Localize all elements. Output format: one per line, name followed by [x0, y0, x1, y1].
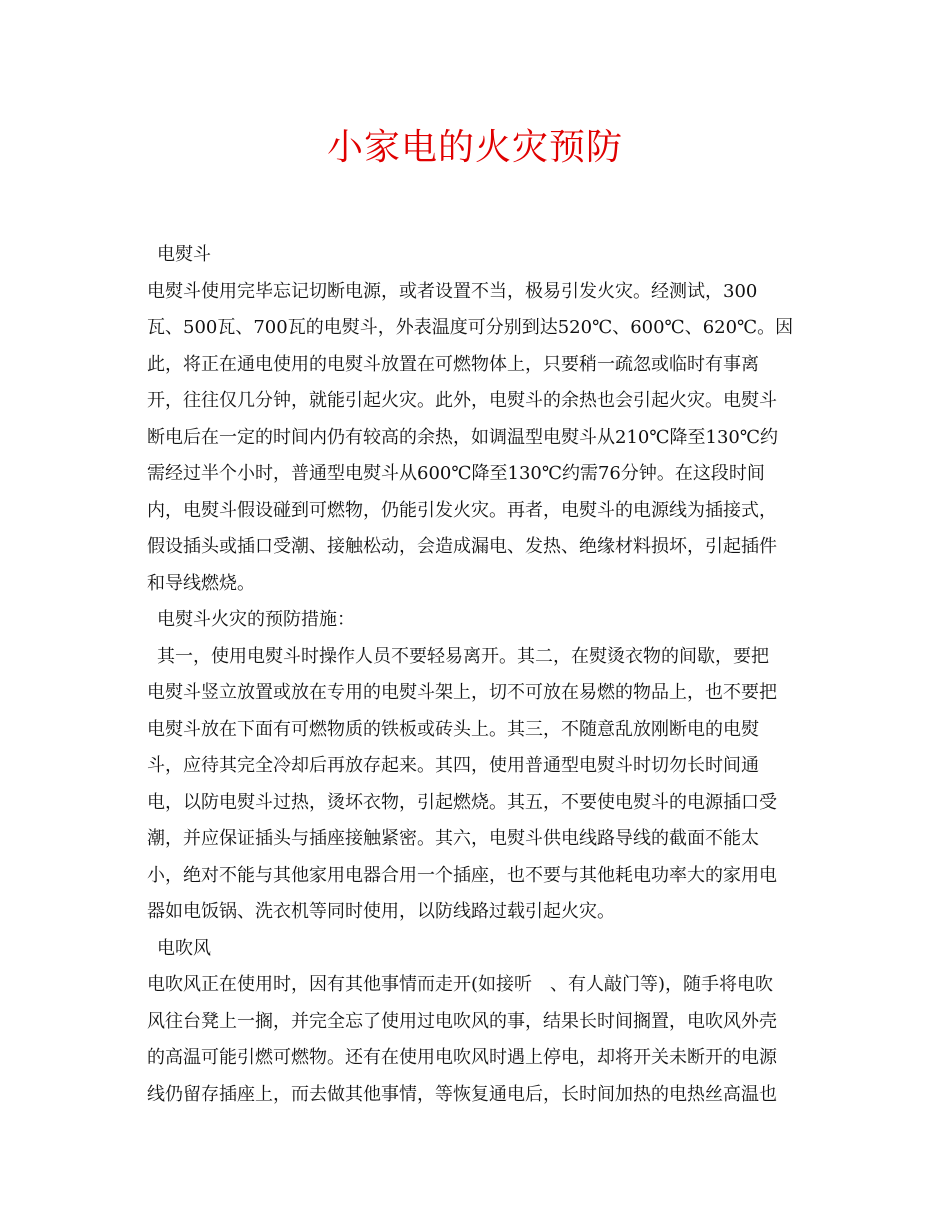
paragraph-line: 内，电熨斗假设碰到可燃物，仍能引发火灾。再者，电熨斗的电源线为插接式，: [147, 499, 777, 521]
paragraph-line: 的高温可能引燃可燃物。还有在使用电吹风时遇上停电，却将开关未断开的电源: [147, 1047, 777, 1068]
document-title: 小家电的火灾预防: [326, 127, 623, 168]
paragraph-line: 电，以防电熨斗过热，烫坏衣物，引起燃烧。其五，不要使电熨斗的电源插口受: [147, 791, 777, 813]
section-heading-hair-dryer: 电吹风: [157, 937, 211, 959]
paragraph-line: 电熨斗竖立放置或放在专用的电熨斗架上，切不可放在易燃的物品上，也不要把: [147, 682, 777, 703]
paragraph-line: 线仍留存插座上，而去做其他事情，等恢复通电后，长时间加热的电热丝高温也: [147, 1083, 777, 1105]
paragraph-line: 电吹风正在使用时，因有其他事情而走开(如接听 、有人敲门等)，随手将电吹: [147, 974, 774, 995]
paragraph-line: 风往台凳上一搁，并完全忘了使用过电吹风的事，结果长时间搁置，电吹风外壳: [147, 1010, 777, 1032]
paragraph-line: 瓦、500瓦、700瓦的电熨斗，外表温度可分别到达520℃、600℃、620℃。因: [147, 317, 794, 338]
paragraph-line: 此，将正在通电使用的电熨斗放置在可燃物体上，只要稍一疏忽或临时有事离: [147, 353, 759, 375]
document-body: [147, 237, 802, 1113]
paragraph-line: 假设插头或插口受潮、接触松动，会造成漏电、发热、绝缘材料损坏，引起插件: [147, 536, 777, 557]
paragraph-line: 开，往往仅几分钟，就能引起火灾。此外，电熨斗的余热也会引起火灾。电熨斗: [147, 390, 777, 411]
paragraph-line: 器如电饭锅、洗衣机等同时使用，以防线路过载引起火灾。: [147, 901, 615, 922]
paragraph-line: 和导线燃烧。: [147, 572, 255, 594]
paragraph-line: 小，绝对不能与其他家用电器合用一个插座，也不要与其他耗电功率大的家用电: [147, 864, 777, 886]
paragraph-line: 电熨斗放在下面有可燃物质的铁板或砖头上。其三，不随意乱放刚断电的电熨: [147, 718, 759, 740]
paragraph-line: 斗，应待其完全冷却后再放存起来。其四，使用普通型电熨斗时切勿长时间通: [147, 755, 759, 776]
section-heading-iron: 电熨斗: [157, 244, 211, 265]
paragraph-line: 电熨斗使用完毕忘记切断电源，或者设置不当，极易引发火灾。经测试，300: [147, 280, 758, 302]
paragraph-line: 断电后在一定的时间内仍有较高的余热，如调温型电熨斗从210℃降至130℃约: [147, 426, 778, 448]
paragraph-line: 需经过半个小时，普通型电熨斗从600℃降至130℃约需76分钟。在这段时间: [147, 463, 765, 484]
paragraph-line: 其一，使用电熨斗时操作人员不要轻易离开。其二，在熨烫衣物的间歇，要把: [157, 645, 769, 667]
section-heading-iron-prevention: 电熨斗火灾的预防措施：: [157, 609, 355, 630]
paragraph-line: 潮，并应保证插头与插座接触紧密。其六，电熨斗供电线路导线的截面不能太: [147, 828, 759, 849]
